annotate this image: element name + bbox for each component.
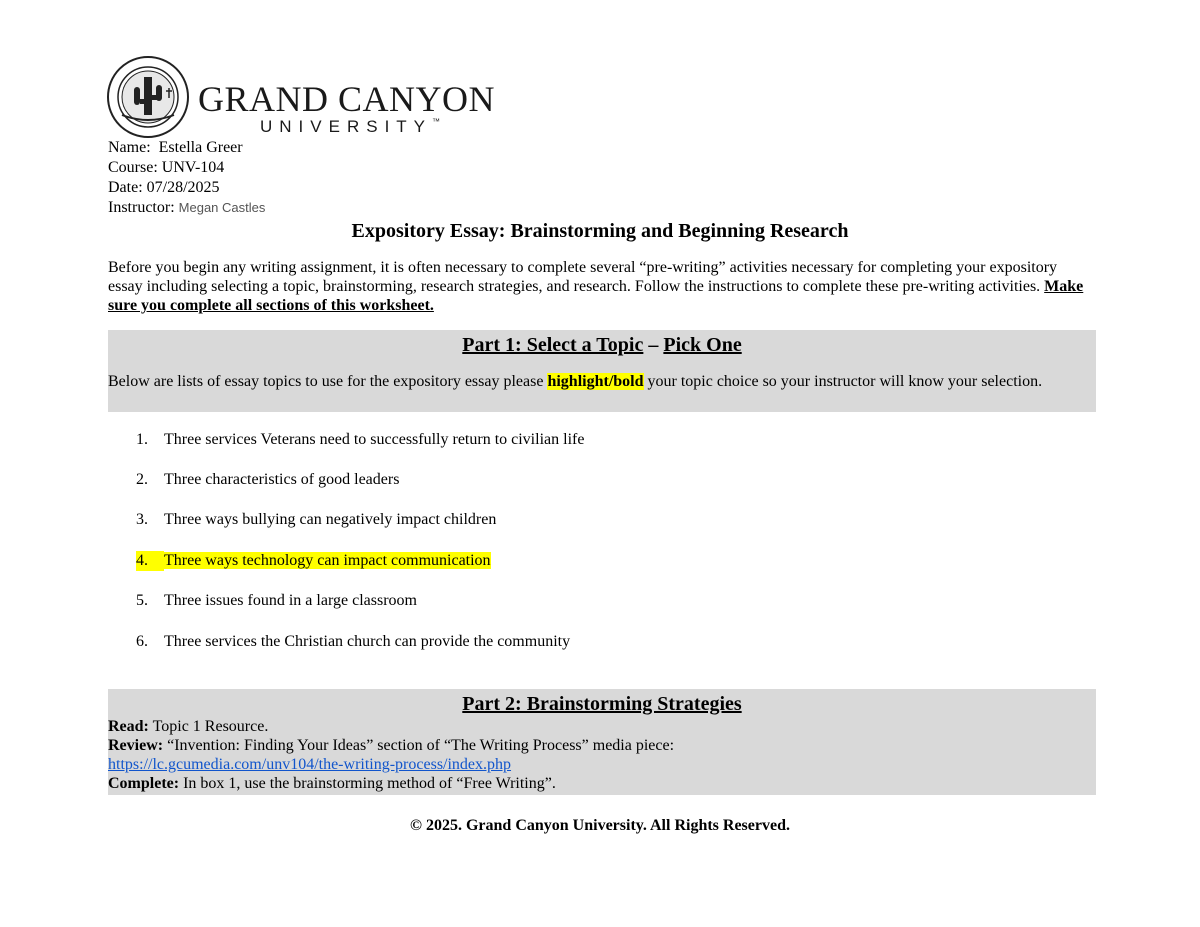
writing-process-link[interactable]: https://lc.gcumedia.com/unv104/the-writing-process/index.php [108, 756, 512, 773]
name-label: Name: [108, 139, 151, 156]
name-row [108, 138, 265, 158]
part1-title-b: Pick One [663, 334, 742, 356]
topic-number: 4. [136, 551, 164, 571]
student-info [108, 138, 265, 218]
name-value: Estella Greer [158, 139, 243, 156]
instructor-value: Megan Castles [178, 200, 266, 215]
part2-instructions [108, 717, 1096, 793]
topic-text: Three ways technology can impact communication [164, 552, 491, 569]
review-text: “Invention: Finding Your Ideas” section of “The Writing Process” media piece: [163, 737, 675, 754]
part2-title-text: Part 2: Brainstorming Strategies [462, 693, 742, 715]
read-label: Read: [108, 718, 149, 735]
topic-text: Three issues found in a large classroom [164, 592, 417, 609]
link-line [108, 755, 1096, 774]
date-value: 07/28/2025 [146, 179, 220, 196]
part1-title-dash: – [643, 334, 664, 356]
complete-label: Complete: [108, 775, 180, 792]
topic-number: 6. [136, 633, 148, 650]
course-value: UNV-104 [161, 159, 225, 176]
topic-text: Three services Veterans need to successfully return to civilian life [164, 431, 585, 448]
topic-number: 2. [136, 471, 148, 488]
topic-number: 1. [136, 431, 148, 448]
topic-text: Three services the Christian church can provide the community [164, 633, 571, 650]
logo-wordmark: GRAND CANYON [198, 79, 496, 119]
copyright-footer: © 2025. Grand Canyon University. All Rights Reserved. [410, 817, 790, 834]
date-label: Date: [108, 179, 143, 196]
trademark-mark: ™ [432, 117, 441, 126]
complete-line [108, 774, 1096, 793]
part2-title [108, 689, 1096, 717]
instructor-label: Instructor: [108, 199, 175, 216]
topic-item-3[interactable] [136, 510, 496, 530]
topic-item-2[interactable] [136, 470, 399, 490]
topic-text: Three ways bullying can negatively impact children [164, 511, 497, 528]
course-row [108, 158, 265, 178]
topic-item-5[interactable] [136, 591, 417, 611]
read-line [108, 717, 1096, 736]
part1-title-a: Part 1: Select a Topic [462, 334, 644, 356]
intro-paragraph [108, 258, 1093, 315]
instructor-row [108, 198, 265, 218]
review-label: Review: [108, 737, 164, 754]
logo-subtitle [260, 118, 440, 135]
intro-text: Before you begin any writing assignment, it is often necessary to complete several “pre-writing” activities necessary for completing your expository essay including selecting a topic, brainstorming, research strategies, and research. Follow the instructions to complete these pre-writing activities. [108, 259, 1058, 295]
topic-item-1[interactable] [136, 430, 584, 450]
part1-text-highlight: highlight/bold [547, 373, 644, 390]
topic-item-6[interactable] [136, 632, 570, 652]
topic-text: Three characteristics of good leaders [164, 471, 400, 488]
part1-section [108, 330, 1096, 412]
part1-title [108, 330, 1096, 358]
part1-text-before: Below are lists of essay topics to use for the expository essay please [108, 373, 548, 390]
course-label: Course: [108, 159, 158, 176]
part2-section [108, 689, 1096, 795]
intro-emphasis: Make sure you complete all sections of this worksheet. [108, 278, 1084, 314]
date-row [108, 178, 265, 198]
topic-number: 3. [136, 511, 148, 528]
read-text: Topic 1 Resource. [148, 718, 269, 735]
part1-text-after: your topic choice so your instructor will know your selection. [643, 373, 1043, 390]
document-title: Expository Essay: Brainstorming and Beginning Research [351, 220, 849, 242]
topic-item-4-selected[interactable] [136, 551, 491, 571]
complete-text: In box 1, use the brainstorming method of “Free Writing”. [179, 775, 556, 792]
review-line [108, 736, 1096, 755]
gcu-seal-icon [106, 55, 191, 140]
gcu-logo [106, 55, 496, 140]
logo-subtitle-text: UNIVERSITY [260, 117, 433, 136]
part1-instructions [108, 358, 1096, 391]
topic-number: 5. [136, 592, 148, 609]
